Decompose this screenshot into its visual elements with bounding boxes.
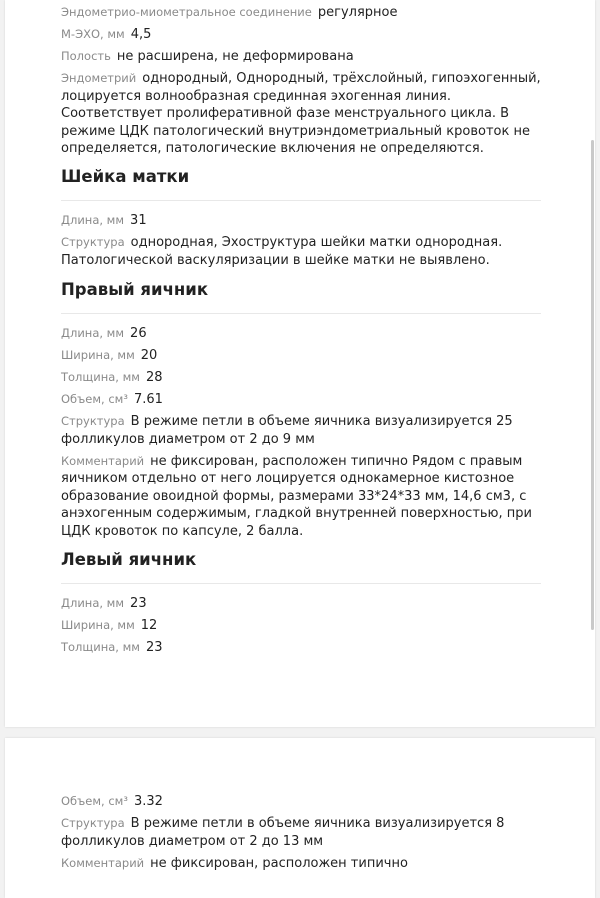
cavity-row xyxy=(61,48,541,66)
field-label: М-ЭХО, мм xyxy=(61,27,125,41)
right-ovary-width-row xyxy=(61,347,541,365)
field-value: не фиксирован, расположен типично Рядом с правым яичником отдельно от него лоцируется однокамерное кистозное образование овоидной формы, размерами 33*24*33 мм, 14,6 см3, с анэхогенным содержимым, гладкой внутренней поверхностью, при ЦДК кровоток по капсуле, 2 балла. xyxy=(61,453,532,539)
field-value: 12 xyxy=(140,618,158,633)
field-label: Ширина, мм xyxy=(61,618,135,632)
field-label: Эндометрио-миометральное соединение xyxy=(61,5,312,19)
field-label: Комментарий xyxy=(61,855,145,870)
right-ovary-length-row xyxy=(61,325,541,343)
field-value: не фиксирован, расположен типично xyxy=(150,855,408,871)
cervix-section xyxy=(61,166,541,274)
field-value: В режиме петли в объеме яичника визуализируется 8 фолликулов диаметром от 2 до 13 мм xyxy=(61,816,505,849)
right-ovary-thickness-row xyxy=(61,369,541,387)
right-ovary-structure-row xyxy=(61,413,541,448)
field-value: 20 xyxy=(140,348,158,363)
field-value: 7.61 xyxy=(133,392,163,407)
field-label: Полость xyxy=(61,49,111,63)
field-value: В режиме петли в объеме яичника визуализируется 25 фолликулов диаметром от 2 до 9 мм xyxy=(61,414,513,447)
left-ovary-section xyxy=(61,549,541,661)
field-label: Ширина, мм xyxy=(61,348,135,362)
field-label: Длина, мм xyxy=(61,326,125,340)
field-label: Комментарий xyxy=(61,453,145,468)
field-value: 26 xyxy=(130,326,147,341)
m-echo-row xyxy=(61,26,541,44)
left-ovary-thickness-row xyxy=(61,639,541,657)
report-page-2 xyxy=(5,738,595,898)
field-label: Объем, см³ xyxy=(61,794,128,808)
report-page-1 xyxy=(5,0,595,727)
left-ovary-length-row xyxy=(61,595,541,613)
field-value: 31 xyxy=(130,213,147,228)
vertical-scrollbar[interactable] xyxy=(591,140,594,630)
left-ovary-structure-row xyxy=(61,815,541,850)
uterus-section-tail xyxy=(61,4,541,162)
endometrium-row xyxy=(61,70,541,158)
field-label: Структура xyxy=(61,414,125,428)
left-ovary-width-row xyxy=(61,617,541,635)
field-value: 4,5 xyxy=(130,27,152,42)
field-value: 28 xyxy=(145,370,163,385)
field-value: регулярное xyxy=(317,5,398,20)
field-label: Структура xyxy=(61,235,125,249)
section-title: Правый яичник xyxy=(61,280,209,299)
myometrial-junction-row xyxy=(61,4,541,22)
field-value: однородная, Эхоструктура шейки матки однородная. Патологической васкуляризации в шейке матки не выявлено. xyxy=(61,235,503,268)
field-value: не расширена, не деформирована xyxy=(116,49,354,64)
right-ovary-comment-row xyxy=(61,453,541,541)
left-ovary-comment-row xyxy=(61,855,541,873)
section-divider xyxy=(61,583,541,584)
field-value: 3.32 xyxy=(133,794,163,809)
section-title: Левый яичник xyxy=(61,550,197,569)
field-value: 23 xyxy=(145,640,163,655)
field-value: 23 xyxy=(130,596,147,611)
field-label: Эндометрий xyxy=(61,71,137,85)
left-ovary-continued xyxy=(61,793,541,877)
field-value: однородный, Однородный, трёхслойный, гипоэхогенный, лоцируется волнообразная срединная эхогенная линия. Соответствует пролиферативной фазе менструального цикла. В режиме ЦДК патологический внутриэндометриальный кровоток не определяется, патологические включения не определяются. xyxy=(61,71,541,156)
field-label: Структура xyxy=(61,816,125,830)
field-label: Объем, см³ xyxy=(61,392,128,406)
field-label: Длина, мм xyxy=(61,596,125,610)
field-label: Толщина, мм xyxy=(61,640,140,654)
left-ovary-volume-row xyxy=(61,793,541,811)
field-label: Толщина, мм xyxy=(61,370,140,384)
cervix-structure-row xyxy=(61,234,541,269)
section-title: Шейка матки xyxy=(61,167,190,186)
right-ovary-volume-row xyxy=(61,391,541,409)
cervix-length-row xyxy=(61,212,541,230)
section-divider xyxy=(61,313,541,314)
right-ovary-section xyxy=(61,279,541,545)
field-label: Длина, мм xyxy=(61,213,125,227)
section-divider xyxy=(61,200,541,201)
